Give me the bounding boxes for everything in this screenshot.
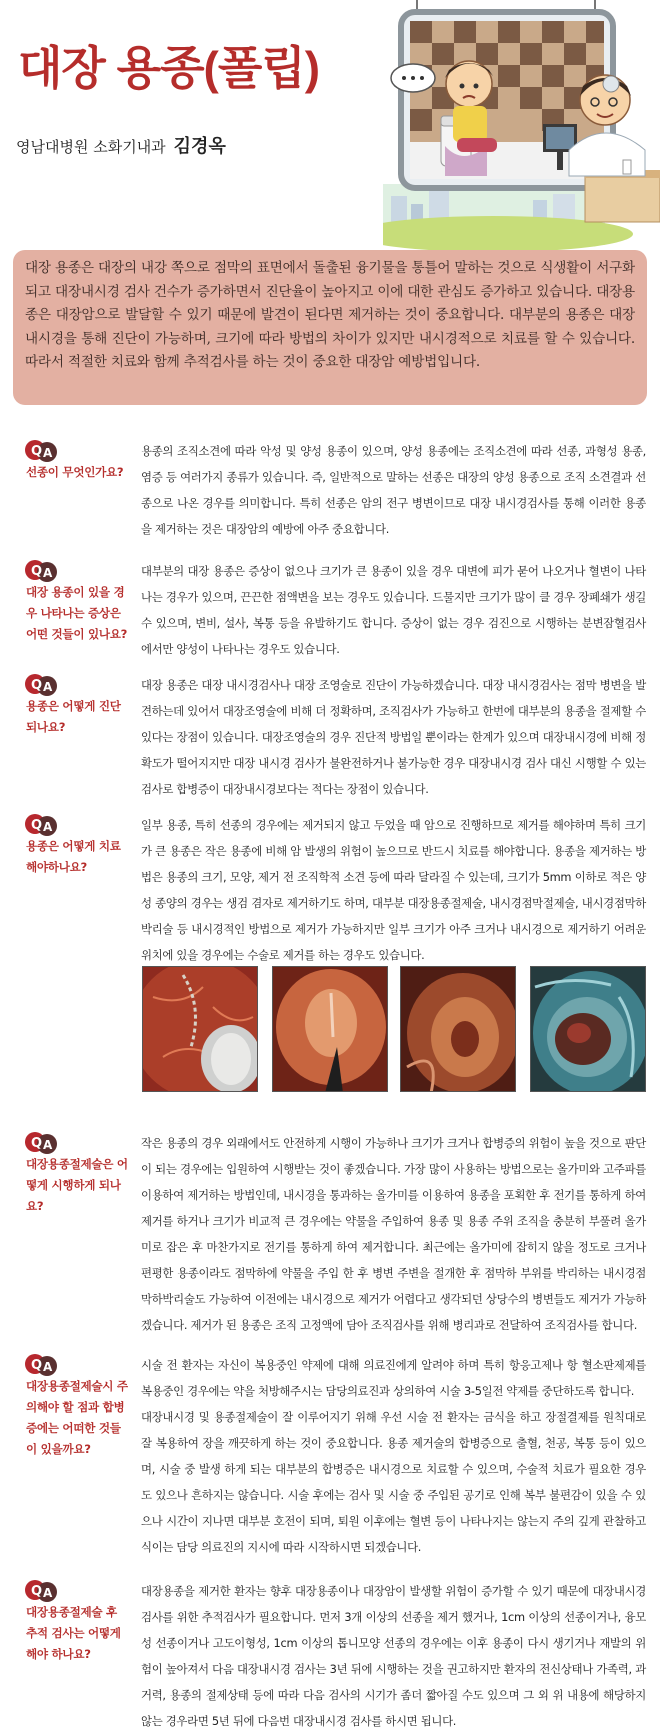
author-line <box>16 132 226 158</box>
svg-text:A: A <box>43 820 53 834</box>
svg-text:A: A <box>43 1586 53 1600</box>
question-label: 용종은 어떻게 치료해야하나요? <box>26 839 121 874</box>
svg-text:Q: Q <box>31 1136 43 1151</box>
qa-badge-icon <box>24 812 58 838</box>
intro-box <box>13 250 647 405</box>
question-label: 대장 용종이 있을 경우 나타나는 증상은 어떤 것들이 있나요? <box>26 585 128 641</box>
svg-text:Q: Q <box>31 444 43 459</box>
answer-text <box>141 1352 646 1560</box>
answer-paragraph: 일부 용종, 특히 선종의 경우에는 제거되지 않고 두었을 때 암으로 진행하므로 제거를 해야하며 특히 크기가 큰 용종은 작은 용종에 비해 암 발생의 위험이 높으므로 반드시 치료를 해야합니다. 용종을 제거하는 방법은 용종의 크기, 모양, 제거 전 조직학적 소견 등에 따라 달라질 수 있는데, 크기가 5mm 이하로 적은 양성 종양의 경우는 생검 겸자로 제거하기도 하며, 대부분 대장용종절제술, 내시경점막절제술, 내시경점막하박리술 등 내시경적인 방법으로 제거가 가능하지만 일부 크기가 아주 크거나 내시경으로 제거하기 어려운 위치에 있을 경우에는 수술로 제거를 하는 경우도 있습니다. <box>141 818 646 962</box>
svg-text:Q: Q <box>31 818 43 833</box>
answer-text <box>141 438 646 542</box>
author-name: 김경옥 <box>173 136 226 157</box>
svg-text:A: A <box>43 1138 53 1152</box>
svg-text:Q: Q <box>31 678 43 693</box>
endoscopy-photo <box>400 966 516 1092</box>
answer-paragraph: 작은 용종의 경우 외래에서도 안전하게 시행이 가능하나 크기가 크거나 합병증의 위험이 높을 것으로 판단이 되는 경우에는 입원하여 시행받는 것이 좋겠습니다. 가장 많이 사용하는 방법으로는 올가미와 고주파를 이용하여 제거하는 방법인데, 내시경을 통과하는 올가미를 이용하여 용종을 포획한 후 전기를 통하게 하여 제거를 하거나 크기가 비교적 큰 경우에는 약물을 주입하여 용종 및 용종 주위 조직을 충분히 부풀려 올가미로 잡은 후 마찬가지로 전기를 통하게 하여 제거합니다. 최근에는 올가미에 잡히지 않을 정도로 크거나 편평한 용종이라도 점막하에 약물을 주입 한 후 병변 주변을 절개한 후 점막하 부위를 박리하는 내시경점막하박리술도 가능하여 이전에는 내시경으로 제거가 어렵다고 생각되던 상당수의 병변들도 제거가 가능하겠습니다. 제거가 된 용종은 조직 고정액에 담아 조직검사를 위해 병리과로 전달하여 조직검사를 합니다. <box>141 1136 646 1332</box>
intro-text: 대장 용종은 대장의 내강 쪽으로 점막의 표면에서 돌출된 융기물을 통틀어 말하는 것으로 식생활이 서구화되고 대장내시경 검사 건수가 증가하면서 진단율이 높아지고 이에 대한 관심도 증가하고 있습니다. 대장용종은 대장암으로 발달할 수 있기 때문에 발견이 된다면 제거하는 것이 중요합니다. 대부분의 용종은 대장내시경을 통해 진단이 가능하며, 크기에 따라 방법의 차이가 있지만 내시경적으로 치료를 할 수 있습니다. 따라서 적절한 치료와 함께 추적검사를 하는 것이 중요한 대장암 예방법입니다. <box>25 260 635 371</box>
endoscopy-photo-strip <box>142 966 648 1092</box>
svg-text:Q: Q <box>31 564 43 579</box>
svg-text:A: A <box>43 446 53 460</box>
qa-badge-icon <box>24 1130 58 1156</box>
question-label: 대장용종절제술은 어떻게 시행하게 되나요? <box>26 1157 128 1213</box>
qa-badge-icon <box>24 438 58 464</box>
hero-illustration <box>383 0 660 250</box>
answer-paragraph: 대부분의 대장 용종은 증상이 없으나 크기가 큰 용종이 있을 경우 대변에 피가 묻어 나오거나 혈변이 나타나는 경우가 있으며, 끈끈한 점액변을 보는 경우도 있습니다. 드물지만 크기가 많이 클 경우 장폐쇄가 생길 수 있으며, 변비, 설사, 복통 등을 유발하기도 합니다. 증상이 없는 경우 검진으로 시행하는 분변잠혈검사에서만 양성이 나타나는 경우도 있습니다. <box>141 564 646 656</box>
svg-text:A: A <box>43 680 53 694</box>
affiliation: 영남대병원 소화기내과 <box>16 138 166 156</box>
svg-text:A: A <box>43 566 53 580</box>
answer-paragraph: 대장 용종은 대장 내시경검사나 대장 조영술로 진단이 가능하겠습니다. 대장 내시경검사는 점막 병변을 발견하는데 있어서 대장조영술에 비해 더 정확하며, 조직검사가 가능하고 한번에 대부분의 용종을 절제할 수 있다는 장점이 있습니다. 대장조영술의 경우 진단적 방법일 뿐이라는 한계가 있으며 대장내시경에 비해 정확도가 떨어지지만 대장 내시경 검사가 불완전하거나 불가능한 경우 대장내시경 검사 대신 시행할 수 있는 검사로 합병증이 대장내시경보다는 적다는 장점이 있습니다. <box>141 678 646 796</box>
answer-paragraph: 용종의 조직소견에 따라 악성 및 양성 용종이 있으며, 양성 용종에는 조직소견에 따라 선종, 과형성 용종, 염증 등 여러가지 종류가 있습니다. 즉, 일반적으로 말하는 선종은 대장의 양성 용종으로 조직 소견결과 선종으로 나온 경우를 의미합니다. 특히 선종은 암의 전구 병변이므로 대장 내시경검사를 통해 이러한 용종을 제거하는 것은 대장암의 예방에 아주 중요합니다. <box>141 444 646 536</box>
answer-text <box>141 672 646 802</box>
answer-text <box>141 558 646 662</box>
svg-text:A: A <box>43 1360 53 1374</box>
answer-text <box>141 1130 646 1338</box>
qa-badge-icon <box>24 558 58 584</box>
answer-paragraph: 시술 전 환자는 자신이 복용중인 약제에 대해 의료진에게 알려야 하며 특히 항응고제나 항 혈소판제제를 복용중인 경우에는 약을 처방해주시는 담당의료진과 상의하여 시술 3-5일전 약제를 중단하도록 합니다. <box>141 1358 646 1398</box>
question-label: 용종은 어떻게 진단되나요? <box>26 699 121 734</box>
endoscopy-photo <box>530 966 646 1092</box>
answer-paragraph: 대장용종을 제거한 환자는 향후 대장용종이나 대장암이 발생할 위험이 증가할 수 있기 때문에 대장내시경검사를 위한 추적검사가 필요합니다. 먼저 3개 이상의 선종을 제거 했거나, 1cm 이상의 선종이거나, 융모성 선종이거나 고도이형성, 1cm 이상의 톱니모양 선종의 경우에는 이후 용종이 다시 생기거나 재발의 위험이 높아져서 다음 대장내시경 검사는 3년 뒤에 시행하는 것을 권고하지만 환자의 전신상태나 가족력, 과거력, 용종의 절제상태 등에 따라 다음 검사의 시기가 좀더 짧아질 수도 있으며 그 외 위 내용에 해당하지 않는 경우라면 5년 뒤에 다음번 대장내시경 검사를 하시면 됩니다. <box>141 1584 646 1728</box>
qa-badge-icon <box>24 1352 58 1378</box>
question-label: 대장용종절제술 후 추적 검사는 어떻게 해야 하나요? <box>26 1605 121 1661</box>
question-label: 선종이 무엇인가요? <box>26 465 124 479</box>
qa-badge-icon <box>24 1578 58 1604</box>
page-title: 대장 용종(폴립) <box>18 42 320 94</box>
answer-text <box>141 1578 646 1734</box>
answer-text <box>141 812 646 968</box>
qa-badge-icon <box>24 672 58 698</box>
question-label: 대장용종절제술시 주의해야 할 점과 합병증에는 어떠한 것들이 있을까요? <box>26 1379 128 1456</box>
answer-paragraph: 대장내시경 및 용종절제술이 잘 이루어지기 위해 우선 시술 전 환자는 금식을 하고 장절결제를 원칙대로 잘 복용하여 장을 깨끗하게 하는 것이 중요합니다. 용종 제거술의 합병증으로 출혈, 천공, 복통 등이 있으며, 시술 중 발생 하게 되는 대부분의 합병증은 내시경으로 치료할 수 있으며, 수술적 치료가 필요한 경우도 있으나 흔하지는 않습니다. 시술 후에는 검사 및 시술 중 주입된 공기로 인해 복부 불편감이 있을 수 있으나 시간이 지나면 대부분 호전이 되며, 퇴원 이후에는 혈변 등이 나타나지는 않는지 주의 깊게 관찰하고 식이는 담당 의료진의 지시에 따라 시작하시면 되겠습니다. <box>141 1410 646 1554</box>
svg-text:Q: Q <box>31 1584 43 1599</box>
svg-text:Q: Q <box>31 1358 43 1373</box>
endoscopy-photo <box>142 966 258 1092</box>
endoscopy-photo <box>272 966 388 1092</box>
